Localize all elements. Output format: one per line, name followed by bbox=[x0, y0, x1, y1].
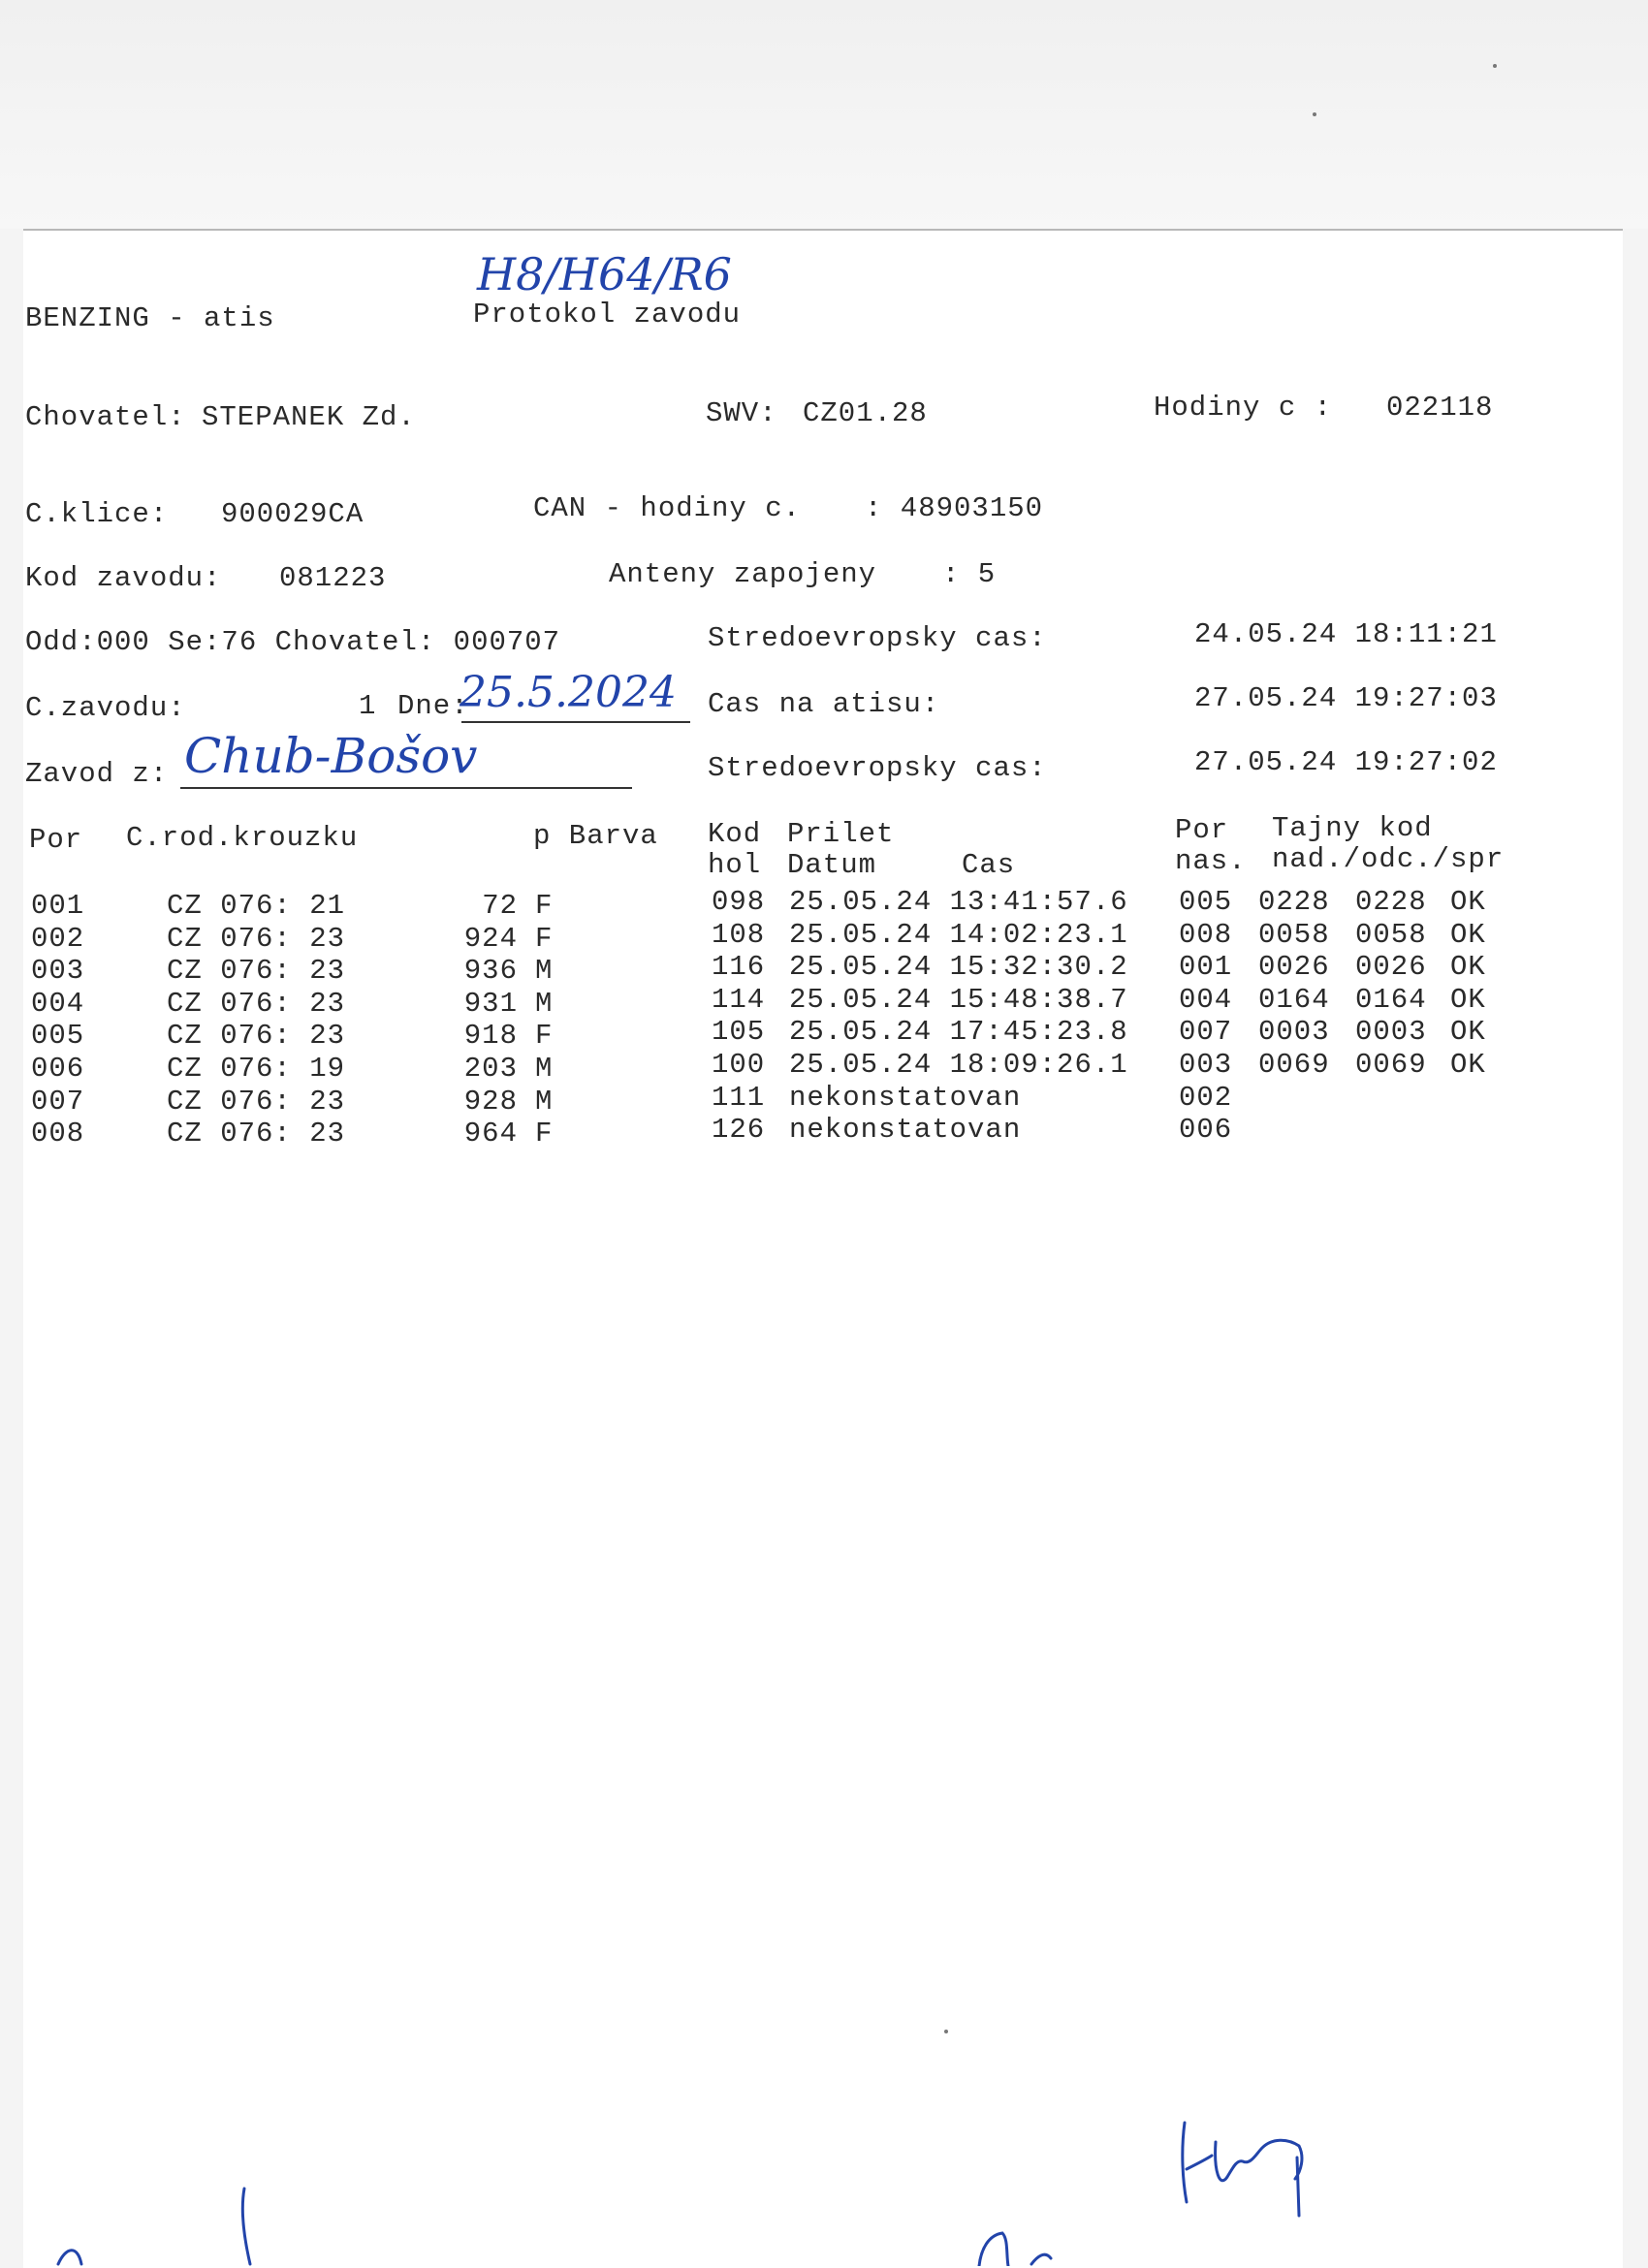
handwritten-date: 25.5.2024 bbox=[460, 668, 677, 717]
cell-arrival: nekonstatovan bbox=[789, 1114, 1022, 1147]
cell-ring-number: 931 bbox=[463, 987, 518, 1020]
scan-speck bbox=[944, 2030, 948, 2033]
cell-por: 004 bbox=[31, 987, 85, 1020]
cell-ring-number: 924 bbox=[463, 922, 518, 955]
cell-code-sent: 0164 bbox=[1258, 983, 1330, 1016]
header-cas: Cas bbox=[962, 849, 1016, 881]
cell-code-received: 0164 bbox=[1355, 983, 1427, 1016]
cell-code-sent: 0058 bbox=[1258, 918, 1330, 951]
cell-status: OK bbox=[1450, 886, 1486, 918]
cell-position: 008 bbox=[1179, 918, 1233, 951]
cell-ring: CZ 076: 23 bbox=[167, 922, 346, 955]
cell-status: OK bbox=[1450, 918, 1486, 951]
cell-sex: F bbox=[535, 1118, 554, 1150]
scan-speck bbox=[1313, 112, 1316, 116]
cell-arrival: 25.05.24 15:32:30.2 bbox=[789, 951, 1128, 984]
race-number-value: 1 bbox=[359, 690, 377, 722]
cell-sex: M bbox=[535, 1085, 554, 1118]
cell-position: 003 bbox=[1179, 1049, 1233, 1081]
race-code-value: 081223 bbox=[279, 562, 387, 594]
cell-sex: M bbox=[535, 955, 554, 988]
signature-stroke-2 bbox=[58, 2189, 250, 2264]
cell-arrival: 25.05.24 14:02:23.1 bbox=[789, 918, 1128, 951]
cell-por: 001 bbox=[31, 890, 85, 922]
header-sex-color: p Barva bbox=[533, 820, 658, 852]
cell-kod: 105 bbox=[712, 1016, 766, 1049]
cell-arrival: 25.05.24 18:09:26.1 bbox=[789, 1049, 1128, 1081]
cell-code-received: 0228 bbox=[1355, 886, 1427, 918]
cell-ring: CZ 076: 19 bbox=[167, 1053, 346, 1085]
cell-position: 001 bbox=[1179, 951, 1233, 984]
header-por: Por bbox=[29, 824, 83, 856]
cell-ring: CZ 076: 23 bbox=[167, 987, 346, 1020]
header-ring: C.rod.krouzku bbox=[126, 822, 359, 854]
cell-status: OK bbox=[1450, 1049, 1486, 1081]
cell-code-received: 0069 bbox=[1355, 1049, 1427, 1081]
race-code-label: Kod zavodu: bbox=[25, 562, 222, 594]
cet1-value: 24.05.24 18:11:21 bbox=[1194, 618, 1498, 650]
breeder-value: STEPANEK Zd. bbox=[202, 401, 416, 433]
cell-code-received: 0026 bbox=[1355, 951, 1427, 984]
cell-code-sent: 0026 bbox=[1258, 951, 1330, 984]
key-label: C.klice: bbox=[25, 498, 169, 530]
cell-ring: CZ 076: 21 bbox=[167, 890, 346, 922]
header-prilet: Prilet bbox=[787, 818, 895, 850]
cell-ring-number: 928 bbox=[463, 1085, 518, 1118]
cet2-value: 27.05.24 19:27:02 bbox=[1194, 746, 1498, 778]
document-title: Protokol zavodu bbox=[473, 299, 742, 331]
cell-por: 005 bbox=[31, 1020, 85, 1053]
cet1-label: Stredoevropsky cas: bbox=[708, 622, 1047, 654]
cell-position: 002 bbox=[1179, 1081, 1233, 1114]
cell-arrival: nekonstatovan bbox=[789, 1081, 1022, 1114]
cell-kod: 108 bbox=[712, 918, 766, 951]
cell-arrival: 25.05.24 15:48:38.7 bbox=[789, 983, 1128, 1016]
antennas-label: Anteny zapojeny bbox=[609, 558, 877, 590]
header-kod: Kod bbox=[708, 818, 762, 850]
cell-kod: 126 bbox=[712, 1114, 766, 1147]
handwritten-location: Chub-Bošov bbox=[184, 728, 478, 784]
swv-value: CZ01.28 bbox=[803, 397, 928, 429]
cell-arrival: 25.05.24 17:45:23.8 bbox=[789, 1016, 1128, 1049]
cell-ring: CZ 076: 23 bbox=[167, 1085, 346, 1118]
cell-sex: F bbox=[535, 922, 554, 955]
cell-ring-number: 72 bbox=[482, 890, 518, 922]
atis-time-label: Cas na atisu: bbox=[708, 688, 940, 720]
can-value: : 48903150 bbox=[865, 492, 1044, 524]
cell-kod: 111 bbox=[712, 1081, 766, 1114]
scan-speck bbox=[1493, 64, 1497, 68]
cell-code-sent: 0069 bbox=[1258, 1049, 1330, 1081]
system-name: BENZING - atis bbox=[25, 302, 275, 334]
header-por-nas: Por bbox=[1175, 814, 1229, 846]
header-hol: hol bbox=[708, 849, 762, 881]
clock-label: Hodiny c : bbox=[1154, 392, 1333, 424]
clock-value: 022118 bbox=[1386, 392, 1494, 424]
cell-kod: 114 bbox=[712, 983, 766, 1016]
cell-ring: CZ 076: 23 bbox=[167, 955, 346, 988]
key-value: 900029CA bbox=[221, 498, 364, 530]
cell-por: 006 bbox=[31, 1053, 85, 1085]
cell-code-sent: 0228 bbox=[1258, 886, 1330, 918]
day-label: Dne: bbox=[397, 690, 469, 722]
swv-label: SWV: bbox=[706, 397, 777, 429]
header-nas: nas. bbox=[1175, 845, 1247, 877]
can-label: CAN - hodiny c. bbox=[533, 492, 802, 524]
signature-stroke-3 bbox=[979, 2233, 1051, 2266]
cell-code-received: 0003 bbox=[1355, 1016, 1427, 1049]
cell-ring: CZ 076: 23 bbox=[167, 1020, 346, 1053]
race-number-label: C.zavodu: bbox=[25, 692, 186, 724]
cell-position: 007 bbox=[1179, 1016, 1233, 1049]
cell-ring-number: 918 bbox=[463, 1020, 518, 1053]
cell-por: 008 bbox=[31, 1118, 85, 1150]
atis-time-value: 27.05.24 19:27:03 bbox=[1194, 682, 1498, 714]
cell-ring-number: 203 bbox=[463, 1053, 518, 1085]
cell-ring-number: 936 bbox=[463, 955, 518, 988]
cell-sex: F bbox=[535, 1020, 554, 1053]
cell-sex: M bbox=[535, 987, 554, 1020]
cell-position: 006 bbox=[1179, 1114, 1233, 1147]
cell-sex: M bbox=[535, 1053, 554, 1085]
cell-position: 004 bbox=[1179, 983, 1233, 1016]
cell-code-sent: 0003 bbox=[1258, 1016, 1330, 1049]
cell-kod: 116 bbox=[712, 951, 766, 984]
breeder-label: Chovatel: bbox=[25, 401, 186, 433]
header-secret-code: Tajny kod bbox=[1272, 812, 1433, 844]
cell-por: 007 bbox=[31, 1085, 85, 1118]
race-from-label: Zavod z: bbox=[25, 758, 169, 790]
handwritten-code: H8/H64/R6 bbox=[477, 248, 732, 300]
cell-sex: F bbox=[535, 890, 554, 922]
cell-kod: 098 bbox=[712, 886, 766, 918]
header-nad-odc-spr: nad./odc./spr bbox=[1272, 843, 1505, 875]
cell-status: OK bbox=[1450, 951, 1486, 984]
cell-kod: 100 bbox=[712, 1049, 766, 1081]
cet2-label: Stredoevropsky cas: bbox=[708, 752, 1047, 784]
cell-ring-number: 964 bbox=[463, 1118, 518, 1150]
cell-status: OK bbox=[1450, 983, 1486, 1016]
antennas-value: : 5 bbox=[942, 558, 997, 590]
cell-por: 003 bbox=[31, 955, 85, 988]
cell-status: OK bbox=[1450, 1016, 1486, 1049]
cell-por: 002 bbox=[31, 922, 85, 955]
cell-code-received: 0058 bbox=[1355, 918, 1427, 951]
cell-arrival: 25.05.24 13:41:57.6 bbox=[789, 886, 1128, 918]
header-datum: Datum bbox=[787, 849, 877, 881]
section-line: Odd:000 Se:76 Chovatel: 000707 bbox=[25, 626, 561, 658]
signature-stroke-1 bbox=[1183, 2123, 1302, 2216]
cell-ring: CZ 076: 23 bbox=[167, 1118, 346, 1150]
cell-position: 005 bbox=[1179, 886, 1233, 918]
